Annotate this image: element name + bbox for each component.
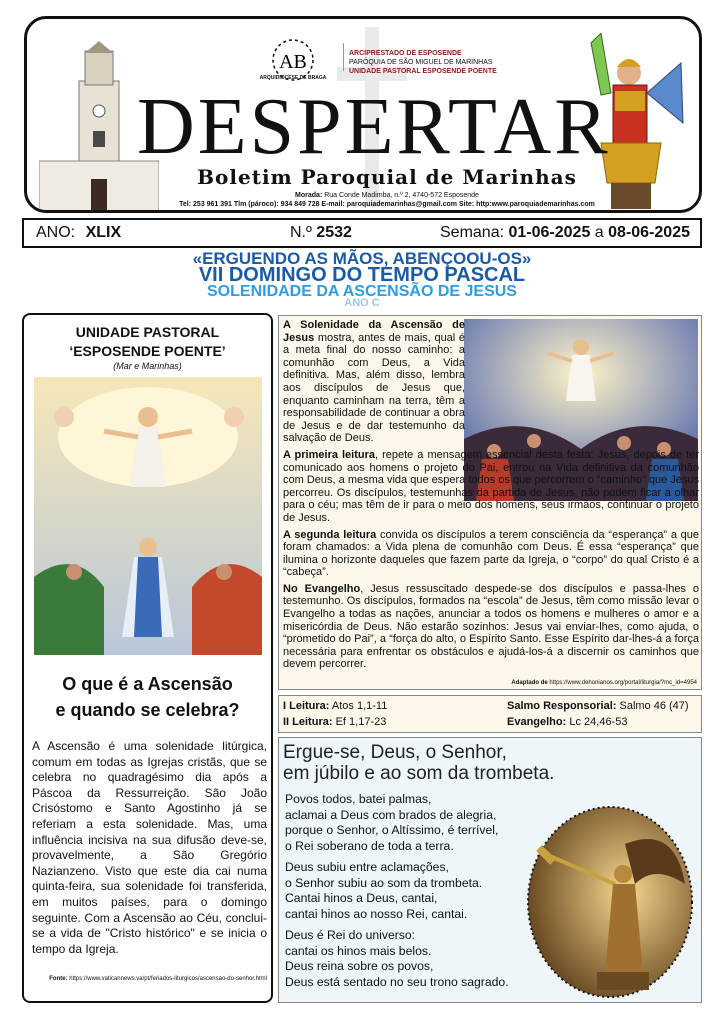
ascension-explanation: A Ascensão é uma solenidade litúrgica, comum em todas as Igrejas cristãs, que se celebra no quadragésimo dia após a Páscoa da Ressurreição. São João Crisóstomo e Santo Agostinho já se referiam a esta solenidade. Mas, uma influência incisiva na sua difusão deve-se, provavelmente, a São Gregório Nazianzeno. Visto que este dia cai numa quinta-feira, sua solenidade foi transferida, em muitos países, para o domingo seguinte. Com a Ascensão ao Céu, conclui-se a vida de "Cristo histórico" e se inicia o tempo da Igreja. — [32, 739, 267, 956]
stanza-line: Deus é Rei do universo: — [285, 928, 416, 942]
semana-label: Semana: — [440, 224, 505, 241]
stanza-line: aclamai a Deus com brados de alegria, — [285, 807, 497, 822]
contact-block — [157, 191, 617, 209]
morada-label: Morada: — [295, 192, 323, 199]
issue-info-bar — [22, 218, 702, 248]
reading-2 — [283, 716, 386, 728]
psalm-refrain-line1: Ergue-se, Deus, o Senhor, — [283, 742, 507, 763]
article-paragraph-2 — [283, 449, 699, 525]
question-title — [24, 671, 271, 723]
paroquia-text: PARÓQUIA DE SÃO MIGUEL DE MARINHAS — [349, 59, 493, 66]
article-p1-body: mostra, antes de mais, qual é a meta final do nosso caminho: a comunhão com Deus, a Vida definitiva. Mas, além disso, lembra aos discípulos de Jesus que, enquanto caminham na terra, têm a responsabilidade de continuar a obra de Jesus e de dar testemunho da salvação de Deus. — [283, 331, 465, 445]
header-divider — [343, 43, 344, 71]
stanza-line: o Rei soberano de toda a terra. — [285, 838, 454, 853]
stanza-2 — [285, 860, 545, 922]
stanza-1 — [285, 792, 545, 854]
headline-solemnity: SOLENIDADE DA ASCENSÃO DE JESUS — [207, 283, 517, 300]
header-banner — [24, 16, 702, 213]
question-line1: O que é a Ascensão — [62, 674, 233, 694]
reading-2-label: II Leitura: — [283, 716, 333, 728]
article-paragraph-3 — [283, 529, 699, 579]
headline-year: ANO C — [344, 297, 380, 309]
stanza-line: Deus subiu entre aclamações, — [285, 860, 449, 874]
issue-number — [290, 224, 352, 242]
bulletin-title: DESPERTAR — [137, 83, 611, 171]
article-p4-body: , Jesus ressuscitado despede-se dos discípulos e passa-lhes o testemunho. Os discípulos, formados na “escola” de Jesus, têm como missão levar o Evangelho a todas as nações, anunciar a todos os homens e mulheres o amor e a misericórdia de Deus. Não estarão sozinhos: Jesus vai enviar-lhes, como ajuda, o “prometido do Pai”, a “força do alto, o Espírito Santo. Esse Espírito dar-lhes-á a força necessária para enfrentar os obstáculos e ajudá-los-á a discernir os caminhos que devem percorrer. — [283, 582, 700, 671]
article-paragraph-4 — [283, 583, 699, 671]
commentary-article — [278, 315, 702, 690]
article-source-url: https://www.dehonianos.org/portal/liturgia/?mc_id=4954 — [549, 680, 697, 686]
reading-1-label: I Leitura: — [283, 700, 330, 712]
stanza-line: Deus reina sobre os povos, — [285, 959, 434, 973]
headline-sunday: VII DOMINGO DO TEMPO PASCAL — [198, 264, 526, 286]
morada-text: Rua Conde Madimba, n.º 2, 4740-572 Esposende — [324, 192, 479, 199]
psalm-reading — [507, 700, 689, 712]
left-column — [22, 313, 273, 1003]
arciprestado-text: ARCIPRESTADO DE ESPOSENDE — [349, 50, 462, 57]
year-field — [36, 224, 121, 242]
logo-caption: ARQUIDIOCESE DE BRAGA — [259, 75, 327, 81]
trumpet-angel-image — [525, 804, 695, 1000]
reading-1-ref: Atos 1,1-11 — [331, 700, 388, 712]
semana-sep: a — [594, 224, 604, 241]
ano-label: ANO: — [36, 224, 76, 241]
pastoral-unit-title — [24, 323, 271, 361]
gospel-label: Evangelho: — [507, 716, 567, 728]
left-source-label: Fonte: — [49, 976, 68, 982]
stanza-line: Povos todos, batei palmas, — [285, 792, 432, 806]
article-p3-body: convida os discípulos a terem consciência da “esperança” a que foram chamados: a Vida plena de comunhão com Deus. É essa “esperança” que ilumina o horizonte daqueles que fazem parte da Igreja, o “corpo” do qual Cristo é a “cabeça”. — [283, 528, 700, 579]
psalm-box — [278, 737, 702, 1003]
readings-box — [278, 695, 702, 733]
gospel-reading — [507, 716, 627, 728]
article-p2-body: , repete a mensagem essencial desta festa: Jesus, depois de ter comunicado aos homens o projeto do Pai, entrou na Vida definitiva da comunhão com Deus, a mesma vida que espera todos os que percorrem o “caminho” que Jesus percorreu. Os discípulos, testemunhas da partida de Jesus, não podem ficar a olhar para o céu; mas têm de ir para o meio dos homens, seus irmãos, continuar o projeto de Jesus. — [283, 448, 699, 524]
psalm-ref: Salmo 46 (47) — [619, 700, 689, 712]
reading-1 — [283, 700, 387, 712]
headline-quote: «ERGUENDO AS MÃOS, ABENÇOOU-OS» — [192, 249, 532, 268]
pastoral-unit-sub: (Mar e Marinhas) — [113, 361, 182, 371]
article-p1-lead: A Solenidade da Ascensão de Jesus — [283, 319, 465, 344]
num-label: N.º — [290, 224, 312, 241]
ascension-painting — [34, 377, 262, 655]
psalm-label: Salmo Responsorial: — [507, 700, 617, 712]
reading-2-ref: Ef 1,17-23 — [335, 716, 387, 728]
semana-end: 08-06-2025 — [608, 224, 690, 241]
stanza-line: o Senhor subiu ao som da trombeta. — [285, 875, 483, 890]
ano-value: XLIX — [85, 224, 122, 241]
psalm-stanzas — [285, 792, 545, 996]
semana-start: 01-06-2025 — [508, 224, 591, 241]
article-text — [283, 319, 699, 675]
stanza-3 — [285, 928, 545, 990]
left-source-url: https://www.vaticannews.va/pt/feriados-liturgicos/ascensao-do-senhor.html — [69, 976, 267, 982]
article-source — [511, 680, 697, 686]
stanza-line: cantai os hinos mais belos. — [285, 943, 432, 958]
question-line2: e quando se celebra? — [55, 700, 240, 720]
stanza-line: cantai hinos ao nosso Rei, cantai. — [285, 906, 468, 921]
stanza-line: Cantai hinos a Deus, cantai, — [285, 891, 438, 905]
contacts-text: Tel: 253 961 391 Tlm (pároco): 934 849 728 E-mail: paroquiademarinhas@gmail.com Site: http:www.paroquiademarinhas.com — [179, 201, 595, 208]
parish-lines — [349, 49, 497, 76]
week-range — [440, 224, 690, 242]
num-value: 2532 — [316, 224, 352, 241]
article-p3-lead: A segunda leitura — [283, 528, 377, 541]
psalm-refrain-line2: em júbilo e ao som da trombeta. — [283, 763, 555, 784]
bulletin-subtitle: Boletim Paroquial de Marinhas — [197, 165, 577, 189]
pastoral-unit-line2: ‘ESPOSENDE POENTE’ — [69, 343, 226, 359]
article-source-label: Adaptado de — [511, 680, 548, 686]
pastoral-unit-line1: UNIDADE PASTORAL — [75, 324, 220, 340]
stanza-line: Deus está sentado no seu trono sagrado. — [285, 974, 509, 989]
gospel-ref: Lc 24,46-53 — [569, 716, 628, 728]
psalm-refrain — [283, 742, 554, 784]
article-p4-lead: No Evangelho — [283, 582, 361, 595]
article-paragraph-1 — [283, 319, 465, 445]
stanza-line: porque o Senhor, o Altíssimo, é terrível, — [285, 823, 499, 837]
left-source — [32, 975, 267, 983]
svg-text:AB: AB — [279, 51, 307, 73]
unidade-text: UNIDADE PASTORAL ESPOSENDE POENTE — [349, 68, 497, 75]
article-p2-lead: A primeira leitura — [283, 448, 376, 461]
